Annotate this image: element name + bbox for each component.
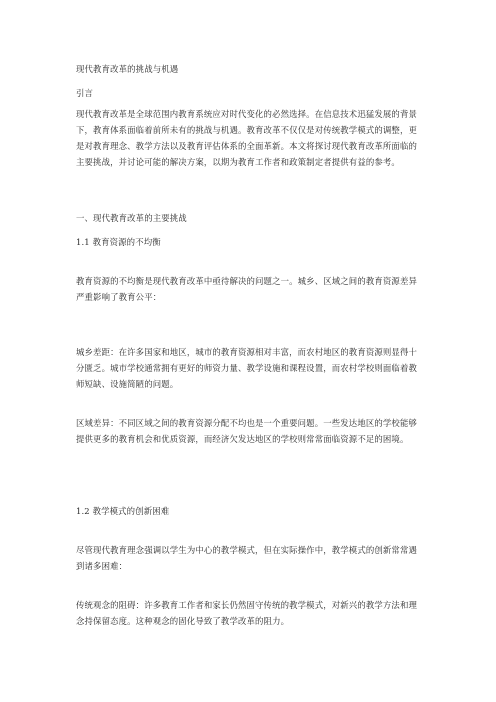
paragraph: 城乡差距：在许多国家和地区，城市的教育资源相对丰富，而农村地区的教育资源则显得十分匮乏。城市学校通常拥有更好的师资力量、教学设施和课程设置，而农村学校则面临着教师短缺、设施简陋的问题。 (76, 347, 417, 389)
intro-heading: 引言 (76, 88, 94, 98)
paragraph: 传统观念的阻碍：许多教育工作者和家长仍然固守传统的教学模式，对新兴的教学方法和理念持保留态度。这种观念的固化导致了教学改革的阻力。 (76, 600, 417, 626)
paragraph: 教育资源的不均衡是现代教育改革中亟待解决的问题之一。城乡、区域之间的教育资源差异严重影响了教育公平： (76, 276, 417, 302)
subsection-heading: 1.1 教育资源的不均衡 (76, 237, 161, 247)
section-heading: 一、现代教育改革的主要挑战 (76, 213, 187, 223)
intro-paragraph: 现代教育改革是全球范围内教育系统应对时代变化的必然选择。在信息技术迅猛发展的背景下，教育体系面临着前所未有的挑战与机遇。教育改革不仅仅是对传统教学模式的调整，更是对教育理念、教学方法以及教育评估体系的全面革新。本文将探讨现代教育改革所面临的主要挑战，并讨论可能的解决方案，以期为教育工作者和政策制定者提供有益的参考。 (76, 109, 417, 167)
paragraph: 区域差异：不同区域之间的教育资源分配不均也是一个重要问题。一些发达地区的学校能够提供更多的教育机会和优质资源，而经济欠发达地区的学校则常常面临资源不足的困境。 (76, 418, 417, 444)
subsection-heading: 1.2 教学模式的创新困难 (76, 506, 170, 516)
document-title: 现代教育改革的挑战与机遇 (76, 64, 179, 74)
paragraph: 尽管现代教育理念强调以学生为中心的教学模式，但在实际操作中，教学模式的创新常常遇到诸多困难： (76, 545, 417, 571)
